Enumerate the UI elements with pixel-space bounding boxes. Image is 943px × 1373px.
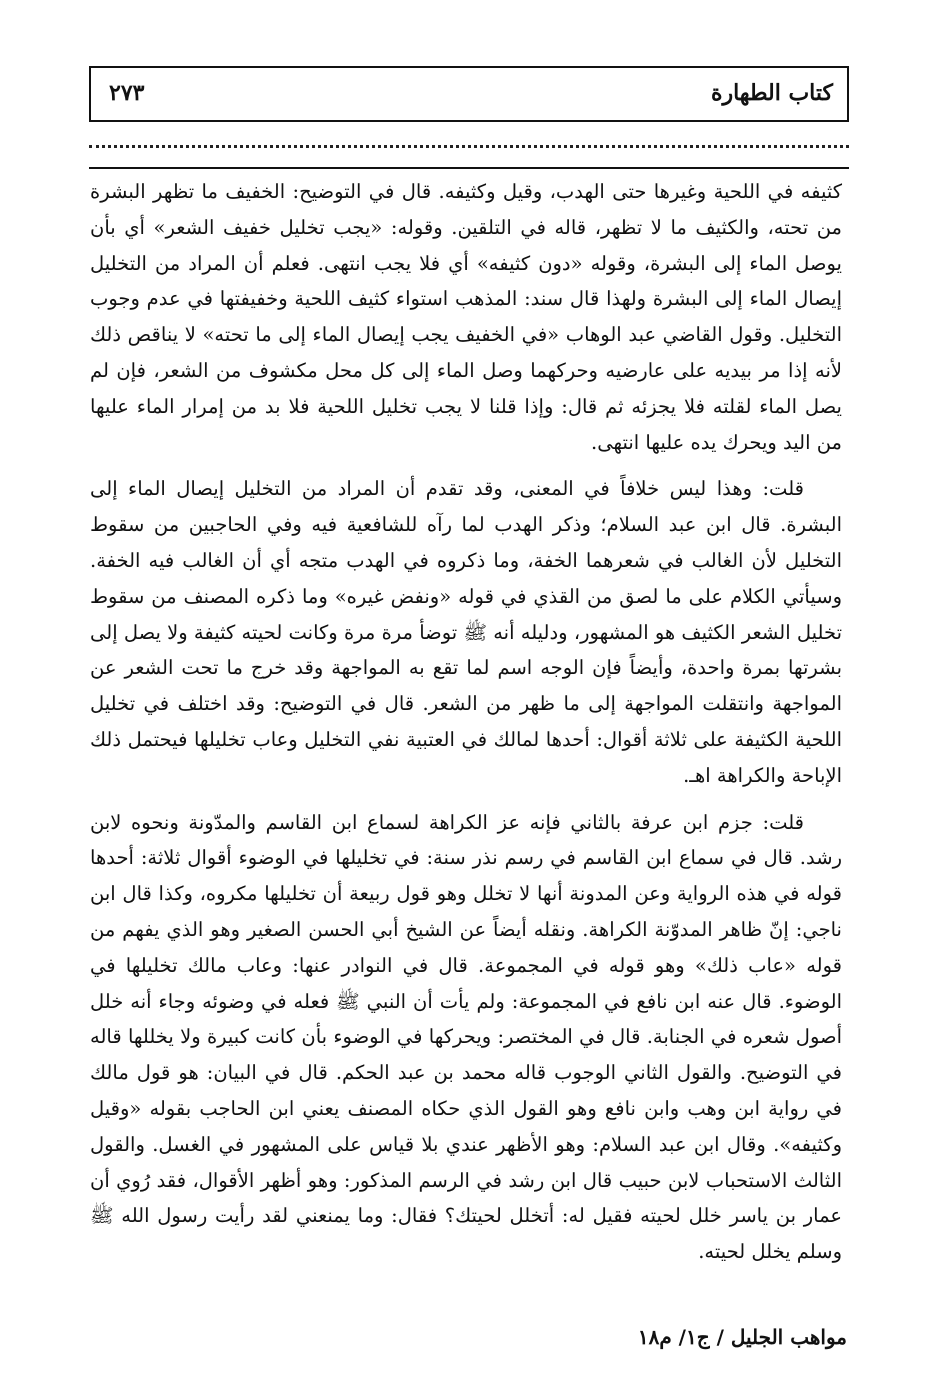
running-header xyxy=(89,66,849,122)
chapter-title: كتاب الطهارة xyxy=(710,80,833,106)
page-number: ٢٧٣ xyxy=(109,80,145,106)
solid-divider xyxy=(89,167,849,169)
paragraph: كثيفه في اللحية وغيرها حتى الهدب، وقيل وكثيفه. قال في التوضيح: الخفيف ما تظهر البشرة من تحته، والكثيف ما لا تظهر، قاله في التلقين. وقوله: «يجب تخليل خفيف الشعر» أي بأن يوصل الماء إلى البشرة، وقوله «دون كثيفه» أي فلا يجب انتهى. فعلم أن المراد من التخليل إيصال الماء إلى البشرة ولهذا قال سند: المذهب استواء كثيف اللحية وخفيفتها في عدم وجوب التخليل. وقول القاضي عبد الوهاب «في الخفيف يجب إيصال الماء إلى ما تحته» لا يناقص ذلك لأنه إذا مر بيديه على عارضيه وحركهما وصل الماء إلى كل محل مكشوف من الشعر، فإن لم يصل الماء لقلته فلا يجزئه ثم قال: وإذا قلنا لا يجب تخليل اللحية فلا بد من إمرار الماء عليها من اليد ويحرك يده عليها انتهى. xyxy=(90,180,842,454)
dotted-divider xyxy=(89,145,849,148)
footer-signature: مواهب الجليل / ج١/ م١٨ xyxy=(637,1325,847,1349)
paragraph: قلت: جزم ابن عرفة بالثاني فإنه عز الكراهة لسماع ابن القاسم والمدّونة ونحوه لابن رشد. قال في سماع ابن القاسم في رسم نذر سنة: في تخليلها في الوضوء أقوال ثلاثة: أحدها قوله في هذه الرواية وعن المدونة أنها لا تخلل وهو قول ربيعة أن تخليلها مكروه، وكذا قال ابن ناجي: إنّ ظاهر المدوّنة الكراهة. ونقله أيضاً عن الشيخ أبي الحسن الصغير وهو الذي يفهم من قوله «عاب ذلك» وهو قوله في المجموعة. قال في النوادر عنها: وعاب مالك تخليلها في الوضوء. قال عنه ابن نافع في المجموعة: ولم يأت أن النبي ﷺ فعله في وضوئه وجاء أنه خلل أصول شعره في الجنابة. قال في المختصر: ويحركها في الوضوء بأن كانت كبيرة ولا يخللها قاله في التوضيح. والقول الثاني الوجوب قاله محمد بن عبد الحكم. قال في البيان: هو قول مالك في رواية ابن وهب وابن نافع وهو القول الذي حكاه المصنف يعني ابن الحاجب بقوله «وقيل وكثيفه». وقال ابن عبد السلام: وهو الأظهر عندي بلا قياس على المشهور في الغسل. والقول الثالث الاستحباب لابن حبيب قال ابن رشد في الرسم المذكور: وهو أظهر الأقوال، فقد رُوي أن عمار بن ياسر خلل لحيته فقيل له: أتخلل لحيتك؟ فقال: وما يمنعني لقد رأيت رسول الله ﷺ وسلم يخلل لحيته. xyxy=(90,810,842,1264)
paragraph: قلت: وهذا ليس خلافاً في المعنى، وقد تقدم أن المراد من التخليل إيصال الماء إلى البشرة. قال ابن عبد السلام؛ وذكر الهدب لما رآه للشافعية فيه وفي الحاجبين من سقوط التخليل لأن الغالب في شعرهما الخفة، وما ذكروه في الهدب متجه أي أن الغالب فيه الخفة. وسيأتي الكلام على ما لصق من القذي في قوله «ونفض غيره» وما ذكره المصنف من سقوط تخليل الشعر الكثيف هو المشهور، ودليله أنه ﷺ توضأ مرة مرة وكانت لحيته كثيفة ولا يصل إلى بشرتها بمرة واحدة، وأيضاً فإن الوجه اسم لما تقع به المواجهة وقد خرج ما تحت الشعر عن المواجهة وانتقلت المواجهة إلى ما ظهر من الشعر. قال في التوضيح: وقد اختلف في تخليل اللحية الكثيفة على ثلاثة أقوال: أحدها لمالك في العتبية نفي التخليل وعاب تخليلها فيحتمل ذلك الإباحة والكراهة اهـ. xyxy=(90,477,842,787)
main-text xyxy=(90,174,842,1281)
